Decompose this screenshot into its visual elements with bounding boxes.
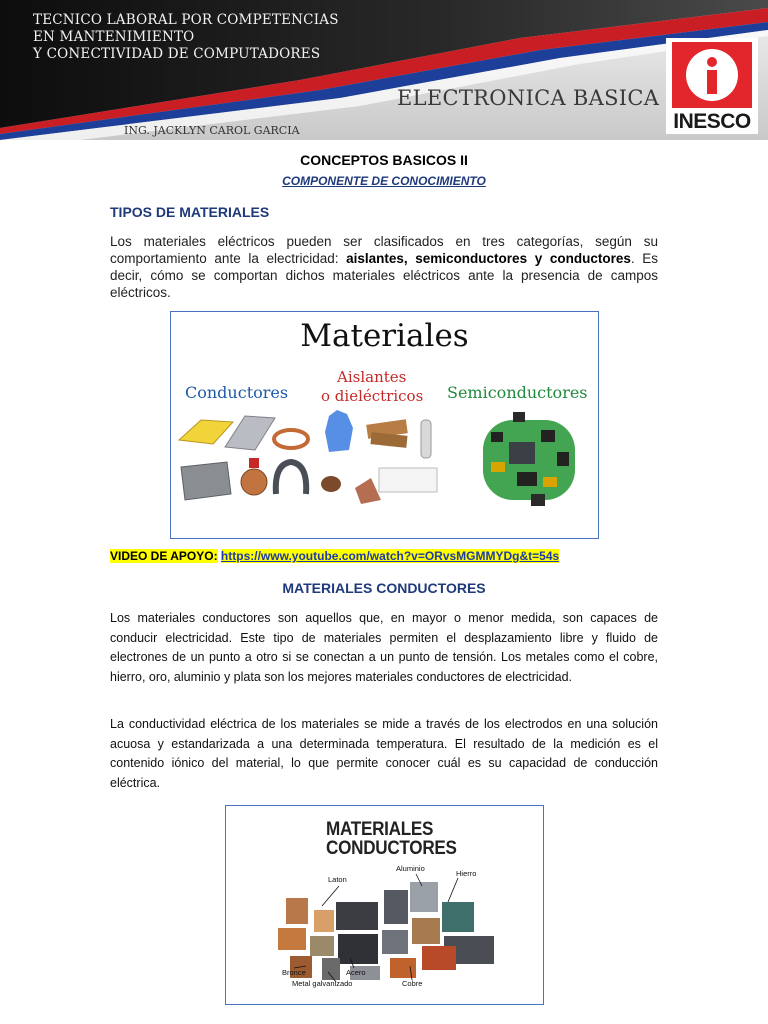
label-acero: Acero (346, 968, 366, 977)
paper-icon (379, 468, 437, 492)
label-aislantes: Aislantes (337, 368, 407, 386)
paragraph-tipos (110, 233, 658, 301)
paragraph-tipos-text-end: . Es decir, cómo se comportan dichos materiales eléctricos ante la presencia de campos eléctricos. (110, 251, 658, 300)
metal-samples-icon (278, 882, 494, 980)
gold-bar-icon (179, 420, 233, 444)
teacher-name: ING. JACKLYN CAROL GARCIA (124, 124, 300, 137)
clay-pot-icon (321, 476, 341, 492)
video-label: VIDEO DE APOYO: (110, 549, 218, 563)
institution-line-3: Y CONECTIVIDAD DE COMPUTADORES (33, 46, 321, 62)
course-title: ELECTRONICA BASICA (397, 86, 660, 110)
figure2-title-line1: MATERIALES (326, 819, 434, 840)
logo-circle (686, 49, 738, 101)
glass-bottle-icon (421, 420, 431, 458)
figure1-title: Materiales (300, 318, 469, 354)
materials-figure (170, 311, 599, 539)
figure2-title-line2: CONDUCTORES (326, 838, 457, 859)
logo-i-bar (707, 70, 717, 94)
horseshoe-icon (276, 462, 306, 494)
inesco-logo (666, 38, 758, 134)
logo-i-dot (707, 57, 717, 67)
label-cobre: Cobre (402, 979, 423, 988)
institution-line-2: EN MANTENIMIENTO (33, 29, 195, 45)
logo-text: INESCO (673, 110, 751, 133)
plastic-bag-icon (325, 410, 353, 452)
logo-red-square (672, 42, 752, 108)
conductive-materials-figure (225, 805, 544, 1005)
header-banner (0, 0, 768, 140)
copper-coil-icon (274, 430, 308, 448)
label-conductores: Conductores (185, 383, 289, 402)
paragraph-tipos-text: Los materiales eléctricos pueden ser clasificados en tres categorías, según su comportamiento ante la electricidad: (110, 234, 658, 266)
paragraph-tipos-bold: aislantes, semiconductores y conductores (346, 251, 631, 266)
institution-line-1: TECNICO LABORAL POR COMPETENCIAS (33, 12, 339, 28)
section-heading-tipos: TIPOS DE MATERIALES (110, 204, 270, 220)
figure2-title (326, 820, 457, 858)
metal-sheet-icon (181, 462, 231, 500)
section-heading-conductores: MATERIALES CONDUCTORES (282, 580, 486, 596)
video-link[interactable]: https://www.youtube.com/watch?v=ORvsMGMMYDg&t=54s (220, 549, 560, 563)
metal-bar-icon (225, 416, 275, 450)
label-laton: Laton (328, 875, 347, 884)
document-subtitle: COMPONENTE DE CONOCIMIENTO (282, 174, 486, 188)
label-bronce: Bronce (282, 968, 306, 977)
chips-cluster-icon (483, 412, 575, 506)
label-metal-galvanizado: Metal galvanizado (292, 979, 353, 988)
ceramic-piece-icon (355, 478, 381, 504)
paragraph-conductores-1: Los materiales conductores son aquellos que, en mayor o menor medida, son capaces de conducir electricidad. Este tipo de materiales permiten el desplazamiento libre y fluido de electrones de un punto a otro si se conectan a un punto de tensión. Los metales como el cobre, hierro, oro, aluminio y plata son los mejores materiales conductores de electricidad. (110, 611, 658, 684)
document-title: CONCEPTOS BASICOS II (300, 152, 468, 168)
label-hierro: Hierro (456, 869, 477, 878)
paragraph-conductores-2: La conductividad eléctrica de los materiales se mide a través de los electrodos en una solución acuosa y estandarizada a una determinada temperatura. El resultado de la medición es el contenido iónico del material, lo que permite conocer cuál es su capacidad de conducción eléctrica. (110, 717, 658, 790)
bronze-medal-icon (241, 469, 267, 495)
video-support (110, 549, 559, 563)
label-aluminio: Aluminio (396, 864, 425, 873)
label-dielectricos: o dieléctricos (321, 387, 424, 405)
medal-ribbon-icon (249, 458, 259, 468)
wood-plank-icon (370, 432, 407, 448)
label-semiconductores: Semiconductores (447, 383, 588, 402)
